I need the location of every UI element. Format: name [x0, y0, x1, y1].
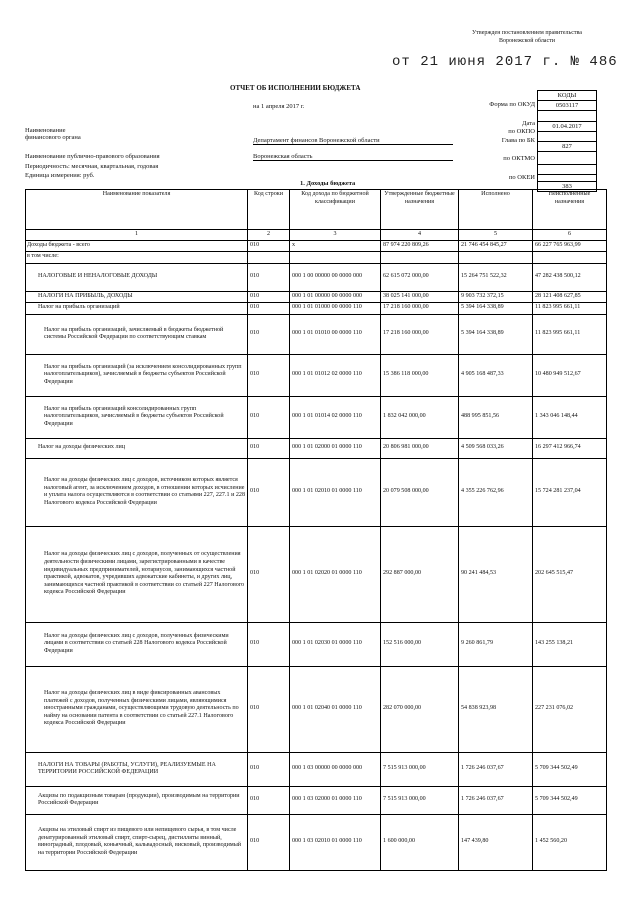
cell-line: 010 [248, 263, 290, 291]
cell-line: 010 [248, 291, 290, 302]
cell-line: 010 [248, 786, 290, 814]
income-table-body [26, 241, 607, 871]
cell-code: 000 1 01 02030 01 0000 110 [290, 622, 381, 666]
cell-unexecuted: 202 645 515,47 [533, 526, 607, 622]
cell-line: 010 [248, 438, 290, 458]
table-row [26, 263, 607, 291]
cell-executed: 4 355 226 762,96 [459, 458, 533, 526]
cell-approved: 62 615 072 000,00 [381, 263, 459, 291]
cell-code: 000 1 01 01012 02 0000 110 [290, 354, 381, 396]
approval-stamp: от 21 июня 2017 г. № 486 [392, 54, 618, 70]
section-title: 1. Доходы бюджета [300, 180, 356, 187]
pub-entity-label: Наименование публично-правового образования [25, 153, 160, 160]
form-code: 0503117 [538, 101, 596, 111]
table-row [26, 752, 607, 786]
table-row [26, 438, 607, 458]
cell-line: 010 [248, 622, 290, 666]
cell-approved: 1 832 042 000,00 [381, 396, 459, 438]
table-row [26, 302, 607, 314]
cell-unexecuted: 5 709 344 502,49 [533, 786, 607, 814]
col-number: 6 [533, 230, 607, 241]
cell-executed: 5 394 164 338,89 [459, 302, 533, 314]
cell-name: Налог на прибыль организаций консолидированных групп налогоплательщиков, зачисляемый в бюджеты субъектов Российской Федерации [26, 396, 248, 438]
periodicity-label: Периодичность: месячная, квартальная, годовая [25, 163, 159, 170]
cell-code: 000 1 01 01000 00 0000 110 [290, 302, 381, 314]
cell-name: НАЛОГИ НА ПРИБЫЛЬ, ДОХОДЫ [26, 291, 248, 302]
cell-approved: 20 079 508 000,00 [381, 458, 459, 526]
document-title: ОТЧЕТ ОБ ИСПОЛНЕНИИ БЮДЖЕТА [230, 84, 361, 92]
cell-approved: 20 806 981 000,00 [381, 438, 459, 458]
date-value: 01.04.2017 [538, 122, 596, 132]
cell-approved: 152 516 000,00 [381, 622, 459, 666]
col-number: 3 [290, 230, 381, 241]
col-number: 4 [381, 230, 459, 241]
form-label: Форма по ОКУД [489, 101, 535, 108]
cell-name: Налог на прибыль организаций [26, 302, 248, 314]
cell-approved: 17 218 160 000,00 [381, 302, 459, 314]
cell-executed: 4 905 168 487,33 [459, 354, 533, 396]
cell-executed: 4 509 568 033,26 [459, 438, 533, 458]
okpo-value [538, 132, 596, 142]
cell-code: 000 1 01 01010 00 0000 110 [290, 314, 381, 354]
approval-line-2: Воронежской области [499, 37, 555, 44]
cell-code: 000 1 03 00000 00 0000 000 [290, 752, 381, 786]
col-number: 5 [459, 230, 533, 241]
cell-approved [381, 251, 459, 263]
fin-org-label-1: Наименование [25, 127, 66, 134]
table-row [26, 396, 607, 438]
cell-unexecuted: 11 823 995 661,11 [533, 314, 607, 354]
okei-value: 383 [538, 182, 596, 192]
table-row [26, 314, 607, 354]
fin-org-label-2: финансового органа [25, 134, 81, 141]
col-approved-header: Утвержденные бюджетные назначения [381, 190, 459, 230]
cell-line: 010 [248, 814, 290, 870]
cell-name: Налог на доходы физических лиц в виде фиксированных авансовых платежей с доходов, полученных физическими лицами, являющимися иностранными гражданами, осуществляющими трудовую деятельность по найму на основании патента в соответствии со статьей 227.1 Налогового кодекса Российской Федерации [26, 666, 248, 752]
col-executed-header: Исполнено [459, 190, 533, 230]
cell-approved: 292 887 000,00 [381, 526, 459, 622]
cell-approved: 38 025 141 000,00 [381, 291, 459, 302]
approval-line-1: Утвержден постановлением правительства [472, 30, 582, 36]
cell-line: 010 [248, 526, 290, 622]
fin-org-value: Департамент финансов Воронежской области [253, 137, 453, 145]
cell-code: 000 1 01 00000 00 0000 000 [290, 291, 381, 302]
approval-note [452, 30, 602, 45]
cell-unexecuted: 15 724 281 237,04 [533, 458, 607, 526]
cell-unexecuted: 227 231 076,02 [533, 666, 607, 752]
cell-unexecuted: 66 227 765 963,99 [533, 241, 607, 252]
cell-code [290, 251, 381, 263]
okei-label: по ОКЕИ [508, 174, 535, 181]
cell-executed: 1 726 246 037,67 [459, 752, 533, 786]
cell-executed [459, 251, 533, 263]
codes-header: КОДЫ [538, 90, 596, 101]
bk-label: Глава по БК [501, 137, 535, 144]
cell-approved: 7 515 913 000,00 [381, 752, 459, 786]
cell-unexecuted: 11 823 995 661,11 [533, 302, 607, 314]
cell-executed: 15 264 751 522,32 [459, 263, 533, 291]
col-number: 2 [248, 230, 290, 241]
pub-entity-value: Воронежская область [253, 153, 453, 161]
cell-executed: 90 241 484,53 [459, 526, 533, 622]
cell-line: 010 [248, 458, 290, 526]
table-row [26, 291, 607, 302]
cell-code: 000 1 03 02010 01 0000 110 [290, 814, 381, 870]
cell-executed: 5 394 164 338,89 [459, 314, 533, 354]
cell-unexecuted: 5 709 344 502,49 [533, 752, 607, 786]
unit-label: Единица измерения: руб. [25, 172, 95, 179]
cell-executed: 1 726 246 037,67 [459, 786, 533, 814]
col-line-header: Код строки [248, 190, 290, 230]
report-date: на 1 апреля 2017 г. [253, 103, 305, 110]
cell-unexecuted: 143 255 138,21 [533, 622, 607, 666]
cell-approved: 282 070 000,00 [381, 666, 459, 752]
table-row [26, 458, 607, 526]
cell-unexecuted [533, 251, 607, 263]
cell-name: Налог на доходы физических лиц с доходов, полученных физическими лицами в соответствии со статьей 228 Налогового кодекса Российской Федерации [26, 622, 248, 666]
cell-unexecuted: 28 121 408 627,85 [533, 291, 607, 302]
table-row [26, 354, 607, 396]
cell-unexecuted: 1 343 046 148,44 [533, 396, 607, 438]
table-row [26, 814, 607, 870]
cell-name: Налог на доходы физических лиц [26, 438, 248, 458]
cell-name: Налог на доходы физических лиц с доходов, полученных от осуществления деятельности физическими лицами, зарегистрированными в качестве индивидуальных предпринимателей, нотариусов, занимающихся частной практикой, адвокатов, учредивших адвокатские кабинеты, и других лиц, занимающихся частной практикой в соответствии со статьей 227 Налогового кодекса Российской Федерации [26, 526, 248, 622]
col-code-header: Код дохода по бюджетной классификации [290, 190, 381, 230]
table-row [26, 666, 607, 752]
cell-executed: 21 746 454 845,27 [459, 241, 533, 252]
cell-executed: 9 260 861,79 [459, 622, 533, 666]
income-table [25, 189, 607, 871]
cell-approved: 15 386 118 000,00 [381, 354, 459, 396]
cell-approved: 17 218 160 000,00 [381, 314, 459, 354]
col-number: 1 [26, 230, 248, 241]
cell-name: в том числе: [26, 251, 248, 263]
cell-unexecuted: 47 282 438 500,12 [533, 263, 607, 291]
cell-name: Налог на доходы физических лиц с доходов, источником которых является налоговый агент, за исключением доходов, в отношении которых исчисление и уплата налога осуществляются в соответствии со статьями 227, 227.1 и 228 Налогового кодекса Российской Федерации [26, 458, 248, 526]
cell-code: 000 1 01 02020 01 0000 110 [290, 526, 381, 622]
cell-unexecuted: 1 452 560,20 [533, 814, 607, 870]
cell-approved: 7 515 913 000,00 [381, 786, 459, 814]
okpo-label: по ОКПО [508, 128, 535, 135]
cell-line: 010 [248, 302, 290, 314]
table-row [26, 622, 607, 666]
cell-executed: 9 903 732 372,15 [459, 291, 533, 302]
cell-name: Акцизы по подакцизным товарам (продукции), производимым на территории Российской Федерации [26, 786, 248, 814]
date-label: Дата [522, 120, 535, 127]
cell-code: 000 1 01 02040 01 0000 110 [290, 666, 381, 752]
cell-executed: 54 838 923,98 [459, 666, 533, 752]
cell-code: 000 1 01 02000 01 0000 110 [290, 438, 381, 458]
cell-name: Акцизы на этиловый спирт из пищевого или непищевого сырья, в том числе денатурированный этиловый спирт, спирт-сырец, дистилляты винный, виноградный, плодовый, коньячный, кальвадосный, висковый, производимый на территории Российской Федерации [26, 814, 248, 870]
cell-name: Налог на прибыль организаций, зачисляемый в бюджеты бюджетной системы Российской Федерации по соответствующим ставкам [26, 314, 248, 354]
cell-line: 010 [248, 354, 290, 396]
cell-approved: 1 600 000,00 [381, 814, 459, 870]
cell-code: 000 1 00 00000 00 0000 000 [290, 263, 381, 291]
col-unexecuted-header: Неисполненные назначения [533, 190, 607, 230]
cell-name: Доходы бюджета - всего [26, 241, 248, 252]
bk-value: 827 [538, 142, 596, 152]
cell-code: 000 1 01 01014 02 0000 110 [290, 396, 381, 438]
cell-code: 000 1 01 02010 01 0000 110 [290, 458, 381, 526]
column-number-row [26, 230, 607, 241]
cell-code: x [290, 241, 381, 252]
oktmo-label: по ОКТМО [503, 155, 535, 162]
col-name-header: Наименование показателя [26, 190, 248, 230]
cell-code: 000 1 03 02000 01 0000 110 [290, 786, 381, 814]
cell-line [248, 251, 290, 263]
oktmo-value [538, 165, 596, 175]
cell-line: 010 [248, 314, 290, 354]
cell-unexecuted: 16 297 412 966,74 [533, 438, 607, 458]
fin-org-label [25, 127, 81, 141]
cell-line: 010 [248, 666, 290, 752]
cell-unexecuted: 10 480 949 512,67 [533, 354, 607, 396]
table-row [26, 251, 607, 263]
cell-name: Налог на прибыль организаций (за исключением консолидированных групп налогоплательщиков), зачисляемый в бюджеты субъектов Российской Федерации [26, 354, 248, 396]
codes-box [537, 90, 597, 192]
table-row [26, 786, 607, 814]
cell-line: 010 [248, 241, 290, 252]
table-row [26, 526, 607, 622]
cell-approved: 87 974 220 809,26 [381, 241, 459, 252]
cell-name: НАЛОГОВЫЕ И НЕНАЛОГОВЫЕ ДОХОДЫ [26, 263, 248, 291]
table-row [26, 241, 607, 252]
cell-name: НАЛОГИ НА ТОВАРЫ (РАБОТЫ, УСЛУГИ), РЕАЛИЗУЕМЫЕ НА ТЕРРИТОРИИ РОССИЙСКОЙ ФЕДЕРАЦИИ [26, 752, 248, 786]
cell-executed: 147 439,80 [459, 814, 533, 870]
cell-executed: 488 995 851,56 [459, 396, 533, 438]
cell-line: 010 [248, 752, 290, 786]
cell-line: 010 [248, 396, 290, 438]
